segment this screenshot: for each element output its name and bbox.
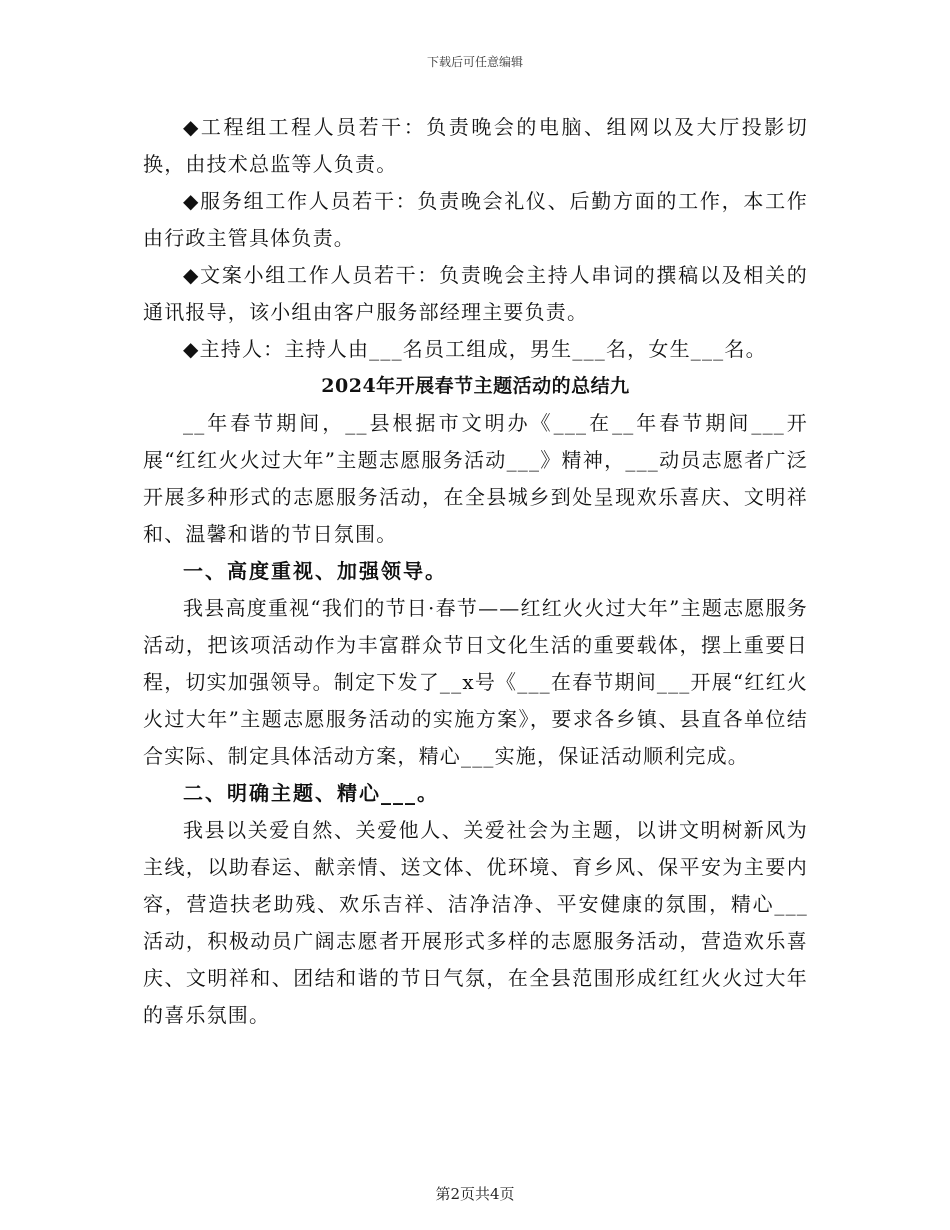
paragraph-host: ◆主持人：主持人由___名员工组成，男生___名，女生___名。	[183, 337, 767, 361]
page-footer: 第2页共4页	[435, 1185, 515, 1203]
heading-theme: 二、明确主题、精心___。	[183, 781, 439, 805]
paragraph-service-group: ◆服务组工作人员若干：负责晚会礼仪、后勤方面的工作，本工作由行政主管具体负责。	[143, 189, 808, 250]
document-body	[143, 109, 808, 1034]
paragraph-copywriting-group: ◆文案小组工作人员若干：负责晚会主持人串词的撰稿以及相关的通讯报导，该小组由客户服务部经理主要负责。	[143, 263, 808, 324]
paragraph-theme: 我县以关爱自然、关爱他人、关爱社会为主题，以讲文明树新风为主线，以助春运、献亲情、送文体、优环境、育乡风、保平安为主要内容，营造扶老助残、欢乐吉祥、洁净洁净、平安健康的氛围，精心___活动，积极动员广阔志愿者开展形式多样的志愿服务活动，营造欢乐喜庆、文明祥和、团结和谐的节日气氛，在全县范围形成红红火火过大年的喜乐氛围。	[143, 818, 808, 1027]
paragraph-leadership: 我县高度重视“我们的节日·春节——红红火火过大年”主题志愿服务活动，把该项活动作为丰富群众节日文化生活的重要载体，摆上重要日程，切实加强领导。制定下发了__x号《___在春节期间___开展“红红火火过大年”主题志愿服务活动的实施方案》，要求各乡镇、县直各单位结合实际、制定具体活动方案，精心___实施，保证活动顺利完成。	[143, 596, 808, 768]
paragraph-engineering-group: ◆工程组工程人员若干：负责晚会的电脑、组网以及大厅投影切换，由技术总监等人负责。	[143, 115, 808, 176]
page-header: 下载后可任意编辑	[426, 55, 523, 69]
section-title: 2024年开展春节主题活动的总结九	[321, 375, 630, 397]
paragraph-intro: __年春节期间，__县根据市文明办《___在__年春节期间___开展“红红火火过大年”主题志愿服务活动___》精神，___动员志愿者广泛开展多种形式的志愿服务活动，在全县城乡到处呈现欢乐喜庆、文明祥和、温馨和谐的节日氛围。	[143, 411, 808, 546]
heading-leadership: 一、高度重视、加强领导。	[183, 559, 447, 583]
